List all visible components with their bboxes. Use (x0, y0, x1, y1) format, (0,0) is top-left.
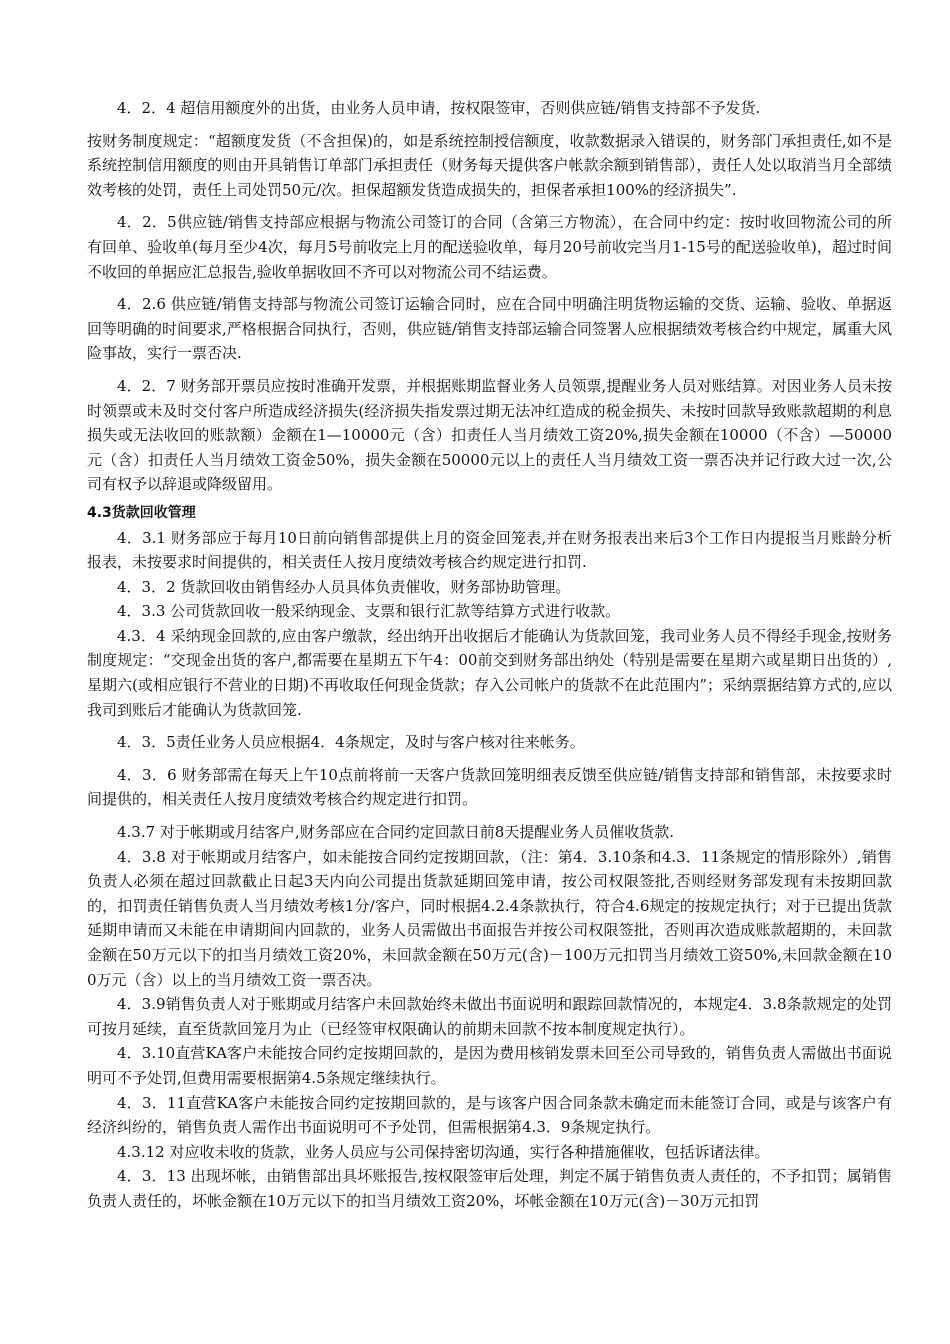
paragraph-4-3-11: 4．3．11直营KA客户未能按合同约定按期回款的，是与该客户因合同条款未确定而未能签订合同，或是与该客户有经济纠纷的，销售负责人需作出书面说明可不予处罚，但需根据第4.3．9条规定执行。 (87, 1093, 892, 1137)
document-page (87, 96, 892, 1214)
paragraph-4-3-10: 4．3.10直营KA客户未能按合同约定按期回款的，是因为费用核销发票未回至公司导致的，销售负责人需做出书面说明可不予处罚,但费用需要根据第4.5条规定继续执行。 (87, 1044, 892, 1087)
paragraph-4-2-7: 4．2．7 财务部开票员应按时准确开发票，并根据账期监督业务人员领票,提醒业务人员对账结算。对因业务人员未按时领票或未及时交付客户所造成经济损失(经济损失指发票过期无法冲红造成的税金损失、未按时回款导致账款超期的利息损失或无法收回的账款额）金额在1—10000元（含）扣责任人当月绩效工资20%,损失金额在10000（不含）—50000元（含）扣责任人当月绩效工资金50%，损失金额在50000元以上的责任人当月绩效工资一票否决并记行政大过一次,公司有权予以辞退或降级留用。 (87, 376, 892, 494)
paragraph-4-3-1: 4．3.1 财务部应于每月10日前向销售部提供上月的资金回笼表,并在财务报表出来后3个工作日内提报当月账龄分析报表，未按要求时间提供的，相关责任人按月度绩效考核合约规定进行扣罚. (87, 528, 892, 572)
paragraph-4-3-13: 4．3．13 出现坏帐，由销售部出具坏账报告,按权限签审后处理，判定不属于销售负责人责任的，不予扣罚；属销售负责人责任的，坏帐金额在10万元以下的扣当月绩效工资20%，坏帐金额在10万元(含)－30万元扣罚 (87, 1167, 892, 1210)
section-4-3 (87, 526, 892, 1214)
paragraph-4-3-2: 4．3．2 货款回收由销售经办人员具体负责催收，财务部协助管理。 (117, 577, 571, 596)
paragraph-4-3-6: 4．3．6 财务部需在每天上午10点前将前一天客户货款回笼明细表反馈至供应链/销售支持部和销售部，未按要求时间提供的，相关责任人按月度绩效考核合约规定进行扣罚。 (87, 765, 892, 809)
heading-4-3: 4.3货款回收管理 (87, 504, 196, 521)
paragraph-4-3-4: 4.3．4 采纳现金回款的,应由客户缴款，经出纳开出收据后才能确认为货款回笼，我司业务人员不得经手现金,按财务制度规定：“交现金出货的客户,都需要在星期五下午4：00前交到财务部出纳处（特别是需要在星期六或星期日出货的）,星期六(或相应银行不营业的日期)不再收取任何现金货款；存入公司帐户的货款不在此范围内”；采纳票据结算方式的,应以我司到账后才能确认为货款回笼. (87, 626, 892, 719)
paragraph-4-3-7: 4.3.7 对于帐期或月结客户,财务部应在合同约定回款日前8天提醒业务人员催收货款. (117, 823, 675, 842)
paragraph-4-2-4: 4．2．4 超信用额度外的出货，由业务人员申请，按权限签审，否则供应链/销售支持部不予发货. (117, 99, 761, 117)
paragraph-4-3-12: 4.3.12 对应收未收的货款，业务人员应与公司保持密切沟通，实行各种措施催收，包括诉诸法律。 (117, 1142, 770, 1161)
paragraph-finance-rule: 按财务制度规定：“超额度发货（不含担保)的，如是系统控制授信额度，收款数据录入错误的，财务部门承担责任,如不是系统控制信用额度的则由开具销售订单部门承担责任（财务每天提供客户帐款余额到销售部），责任人处以取消当月全部绩效考核的处罚，责任上司处罚50元/次。担保超额发货造成损失的，担保者承担100%的经济损失”. (87, 131, 892, 199)
paragraph-4-3-8: 4．3.8 对于帐期或月结客户，如未能按合同约定按期回款，（注：第4．3.10条和4.3．11条规定的情形除外）,销售负责人必须在超过回款截止日起3天内向公司提出货款延期回笼申请，按公司权限签批,否则经财务部发现有未按期回款的，扣罚责任销售负责人当月绩效考核1分/客户，同时根据4.2.4条款执行，符合4.6规定的按规定执行；对于已提出货款延期申请而又未能在申请期间内回款的，业务人员需做出书面报告并按公司权限签批，否则再次造成账款超期的，未回款金额在50万元以下的扣当月绩效工资20%，未回款金额在50万元(含)－100万元扣罚当月绩效工资50%,未回款金额在100万元（含）以上的当月绩效工资一票否决。 (87, 847, 892, 989)
section-4-2 (87, 96, 892, 497)
paragraph-4-3-5: 4．3．5责任业务人员应根据4．4条规定，及时与客户核对往来帐务。 (117, 733, 585, 752)
paragraph-4-2-5: 4．2．5供应链/销售支持部应根据与物流公司签订的合同（含第三方物流），在合同中约定：按时收回物流公司的所有回单、验收单(每月至少4次，每月5号前收完上月的配送验收单，每月20号前收完当月1-15号的配送验收单)，超过时间不收回的单据应汇总报告,验收单据收回不齐可以对物流公司不结运费。 (87, 213, 892, 281)
paragraph-4-3-3: 4．3.3 公司货款回收一般采纳现金、支票和银行汇款等结算方式进行收款。 (117, 602, 621, 621)
paragraph-4-2-6: 4．2.6 供应链/销售支持部与物流公司签订运输合同时，应在合同中明确注明货物运输的交货、运输、验收、单据返回等明确的时间要求,严格根据合同执行，否则，供应链/销售支持部运输合同签署人应根据绩效考核合约中规定，属重大风险事故，实行一票否决. (87, 295, 892, 363)
paragraph-4-3-9: 4．3.9销售负责人对于账期或月结客户未回款始终未做出书面说明和跟踪回款情况的，本规定4．3.8条款规定的处罚可按月延续，直至货款回笼月为止（已经签审权限确认的前期未回款不按本制度规定执行）。 (87, 995, 892, 1038)
